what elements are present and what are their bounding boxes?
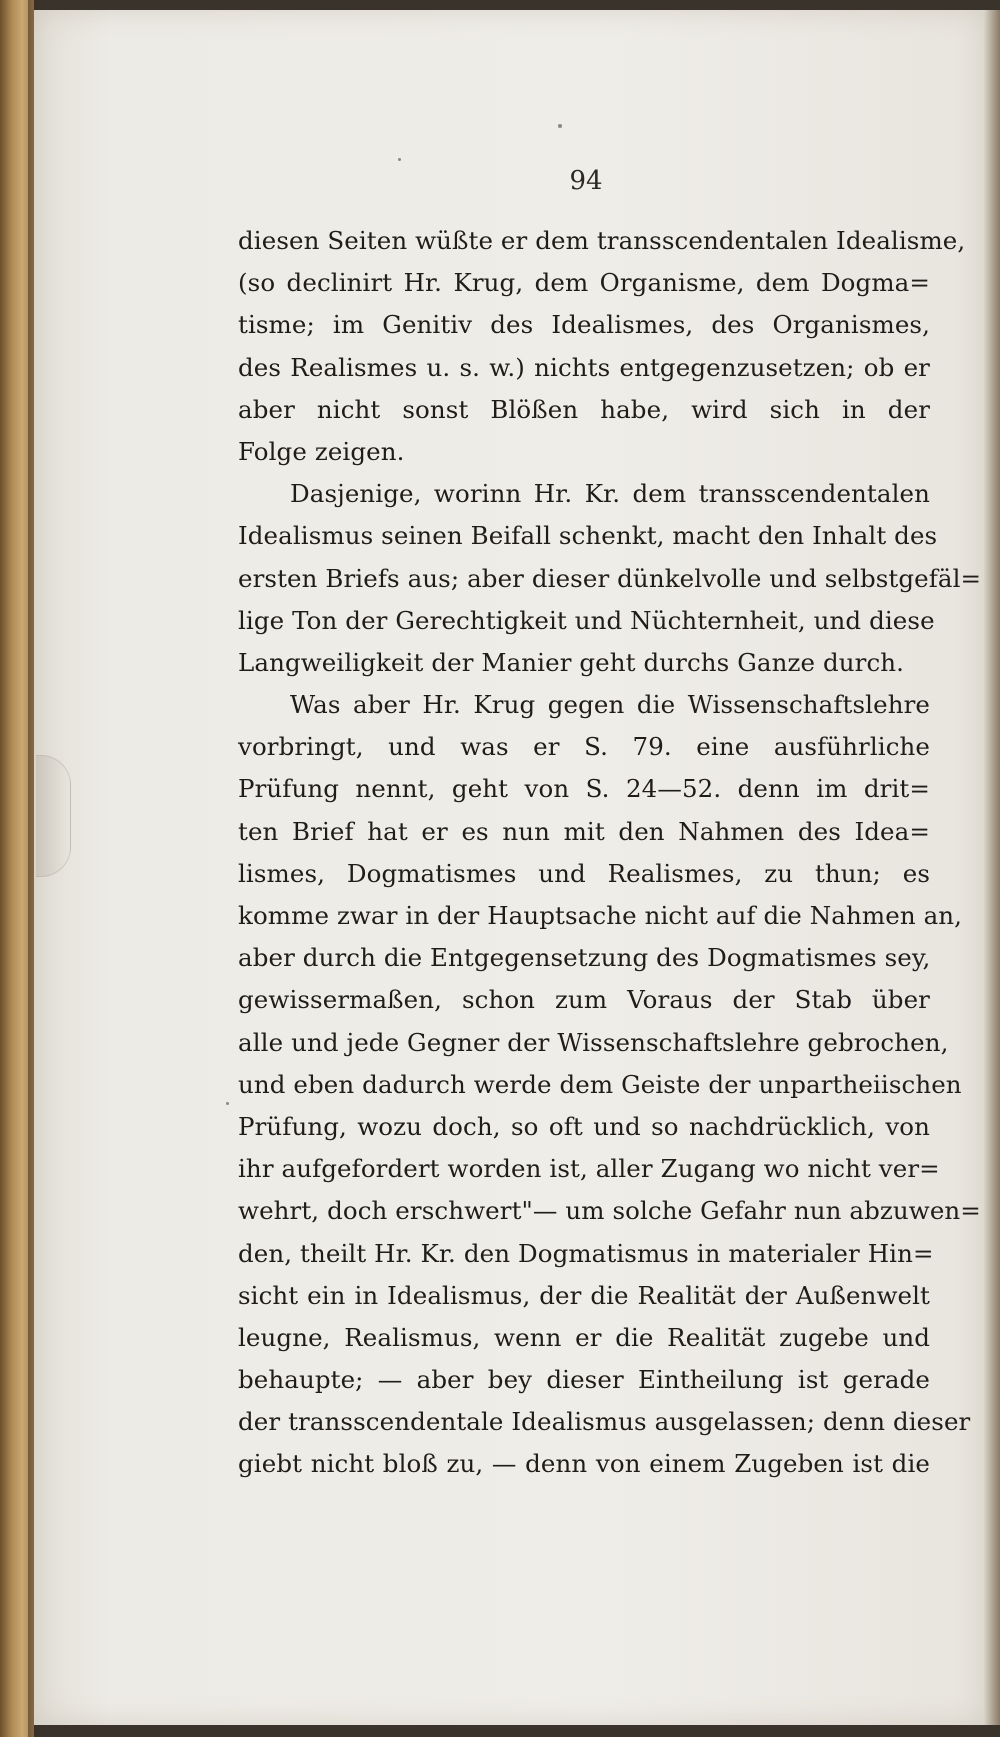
text-line: tisme; im Genitiv des Idealismes, des Organismes, (238, 310, 930, 340)
text-line: der transscendentale Idealismus ausgelassen; denn dieser (238, 1407, 971, 1437)
text-line: und eben dadurch werde dem Geiste der unpartheiischen (238, 1069, 962, 1099)
text-line: komme zwar in der Hauptsache nicht auf die Nahmen an, (238, 901, 963, 930)
text-line: (so declinirt Hr. Krug, dem Organisme, dem Dogma= (238, 268, 930, 298)
text-line: gewissermaßen, schon zum Voraus der Stab über (238, 985, 930, 1015)
text-line: Langweiligkeit der Manier geht durchs Ganze durch. (238, 647, 905, 677)
ink-speck (558, 124, 562, 128)
text-line: Folge zeigen. (238, 436, 405, 466)
text-line: Prüfung, wozu doch, so oft und so nachdrücklich, von (238, 1111, 930, 1141)
text-line: vorbringt, und was er S. 79. eine ausführliche (238, 732, 930, 762)
text-line: diesen Seiten wüßte er dem transscendentalen Idealisme, (238, 226, 966, 255)
paragraph-start-line: Dasjenige, worinn Hr. Kr. dem transscendentalen (290, 479, 930, 509)
text-line: Idealismus seinen Beifall schenkt, macht den Inhalt des (238, 521, 938, 551)
text-line: des Realismes u. s. w.) nichts entgegenzusetzen; ob er (238, 352, 930, 382)
text-line: alle und jede Gegner der Wissenschaftslehre gebrochen, (238, 1027, 949, 1057)
text-line: aber durch die Entgegensetzung des Dogmatismes sey, (238, 943, 931, 973)
ink-speck (226, 1102, 229, 1105)
text-line: behaupte; — aber bey dieser Eintheilung ist gerade (238, 1365, 930, 1395)
text-line: lige Ton der Gerechtigkeit und Nüchternheit, und diese (238, 605, 935, 635)
text-line: leugne, Realismus, wenn er die Realität zugebe und (238, 1322, 930, 1352)
text-line: ersten Briefs aus; aber dieser dünkelvolle und selbstgefäl= (238, 563, 982, 593)
text-line: giebt nicht bloß zu, — denn von einem Zugeben ist die (238, 1449, 930, 1479)
text-line: Prüfung nennt, geht von S. 24—52. denn im drit= (238, 774, 930, 804)
text-line: wehrt, doch erschwert"— um solche Gefahr nun abzuwen= (238, 1196, 981, 1226)
text-line: aber nicht sonst Blößen habe, wird sich in der (238, 394, 930, 424)
page-number: 94 (569, 166, 603, 196)
paragraph-start-line: Was aber Hr. Krug gegen die Wissenschaftslehre (290, 690, 930, 720)
body-text (238, 220, 982, 1486)
page-clip-mark (36, 755, 71, 877)
text-line: lismes, Dogmatismes und Realismes, zu thun; es (238, 858, 930, 888)
ink-speck (398, 158, 401, 161)
text-line: sicht ein in Idealismus, der die Realität der Außenwelt (238, 1280, 930, 1310)
text-line: den, theilt Hr. Kr. den Dogmatismus in materialer Hin= (238, 1238, 934, 1268)
text-line: ten Brief hat er es nun mit den Nahmen des Idea= (238, 816, 930, 846)
text-line: ihr aufgefordert worden ist, aller Zugang wo nicht ver= (238, 1154, 940, 1184)
page-edge (984, 10, 1000, 1725)
